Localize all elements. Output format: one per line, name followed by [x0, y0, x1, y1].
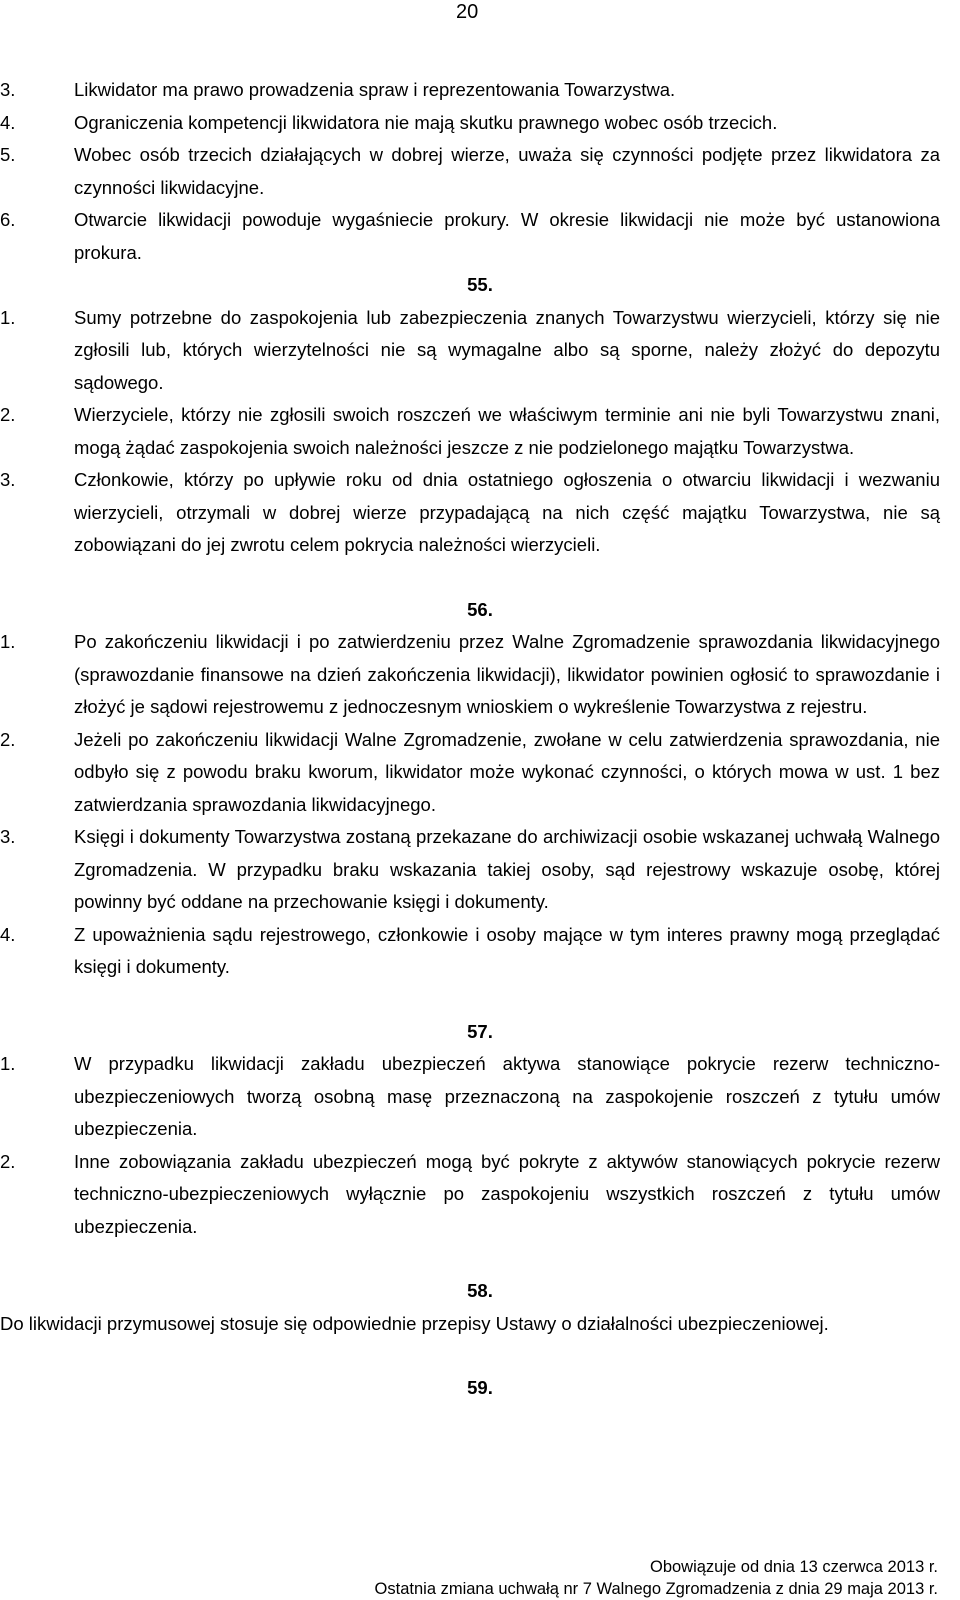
section-heading-57: 57.	[467, 1020, 493, 1042]
section-heading-55: 55.	[467, 274, 493, 295]
item-text: Jeżeli po zakończeniu likwidacji Walne Zgromadzenie, zwołane w celu zatwierdzenia sprawozdania, nie odbyło się z powodu braku kworum, likwidator może wykonać czynności, o których mowa w ust. 1 bez zatwierdzania sprawozdania likwidacyjnego.	[74, 728, 940, 815]
section-spacer	[0, 1340, 940, 1372]
page-number: 20	[456, 1, 479, 23]
list-item	[0, 1048, 940, 1146]
item-number: 1.	[0, 1053, 16, 1074]
list-item	[0, 464, 940, 562]
section-spacer	[0, 1243, 940, 1275]
item-number: 6.	[0, 209, 16, 230]
item-number: 1.	[0, 631, 16, 652]
item-number: 1.	[0, 306, 16, 328]
item-number: 4.	[0, 923, 16, 945]
list-item	[0, 139, 940, 204]
list-item	[0, 1146, 940, 1244]
item-number: 3.	[0, 826, 16, 847]
item-text: Z upoważnienia sądu rejestrowego, członkowie i osoby mające w tym interes prawny mogą przeglądać księgi i dokumenty.	[74, 923, 940, 977]
item-number: 2.	[0, 404, 16, 425]
item-text: Otwarcie likwidacji powoduje wygaśniecie prokury. W okresie likwidacji nie może być ustanowiona prokura.	[74, 209, 940, 263]
item-number: 4.	[0, 111, 16, 133]
item-text: Ograniczenia kompetencji likwidatora nie mają skutku prawnego wobec osób trzecich.	[74, 111, 778, 133]
item-text: Wierzyciele, którzy nie zgłosili swoich roszczeń we właściwym terminie ani nie byli Towarzystwu znani, mogą żądać zaspokojenia swoich należności jeszcze z nie podzielonego majątku Towarzystwa.	[74, 404, 940, 458]
section-spacer	[0, 984, 940, 1016]
list-item	[0, 919, 940, 984]
list-item	[0, 626, 940, 724]
list-item	[0, 107, 940, 140]
list-item	[0, 302, 940, 400]
list-item	[0, 399, 940, 464]
item-number: 3.	[0, 469, 16, 490]
footer-last-amendment: Ostatnia zmiana uchwałą nr 7 Walnego Zgromadzenia z dnia 29 maja 2013 r.	[374, 1580, 938, 1598]
page-footer	[375, 1556, 938, 1600]
list-item	[0, 74, 940, 107]
item-text: Księgi i dokumenty Towarzystwa zostaną przekazane do archiwizacji osobie wskazanej uchwałą Walnego Zgromadzenia. W przypadku braku wskazania takiej osoby, sąd rejestrowy wskazuje osobę, której powinny być oddane na przechowanie księgi i dokumenty.	[74, 826, 940, 912]
section-spacer	[0, 562, 940, 594]
item-text: Członkowie, którzy po upływie roku od dnia ostatniego ogłoszenia o otwarciu likwidacji i wezwaniu wierzycieli, otrzymali w dobrej wierze przypadającą na nich część majątku Towarzystwa, nie są zobowiązani do jej zwrotu celem pokrycia należności wierzycieli.	[74, 469, 940, 555]
paragraph-text: Do likwidacji przymusowej stosuje się odpowiednie przepisy Ustawy o działalności ubezpieczeniowej.	[0, 1312, 829, 1334]
list-item	[0, 821, 940, 919]
section-heading-56: 56.	[467, 598, 493, 620]
item-text: Likwidator ma prawo prowadzenia spraw i reprezentowania Towarzystwa.	[74, 79, 676, 100]
item-text: Sumy potrzebne do zaspokojenia lub zabezpieczenia znanych Towarzystwu wierzycieli, którzy się nie zgłosili lub, których wierzytelności nie są wymagalne albo są sporne, należy złożyć do depozytu sądowego.	[74, 306, 940, 393]
section-heading-58: 58.	[467, 1280, 493, 1301]
item-number: 3.	[0, 79, 16, 100]
footer-effective-date: Obowiązuje od dnia 13 czerwca 2013 r.	[649, 1558, 938, 1576]
item-text: Po zakończeniu likwidacji i po zatwierdzeniu przez Walne Zgromadzenie sprawozdania likwidacyjnego (sprawozdanie finansowe na dzień zakończenia likwidacji), likwidator powinien ogłosić to sprawozdanie i złożyć je sądowi rejestrowemu z jednoczesnym wnioskiem o wykreślenie Towarzystwa z rejestru.	[74, 631, 940, 717]
item-text: W przypadku likwidacji zakładu ubezpieczeń aktywa stanowiące pokrycie rezerw techniczno-ubezpieczeniowych tworzą osobną masę przeznaczoną na zaspokojenie roszczeń z tytułu umów ubezpieczenia.	[74, 1053, 940, 1139]
item-number: 2.	[0, 728, 16, 750]
item-text: Inne zobowiązania zakładu ubezpieczeń mogą być pokryte z aktywów stanowiących pokrycie rezerw techniczno-ubezpieczeniowych wyłącznie po zaspokojeniu wszystkich roszczeń z tytułu umów ubezpieczenia.	[74, 1150, 940, 1237]
item-number: 2.	[0, 1150, 16, 1172]
item-text: Wobec osób trzecich działających w dobrej wierze, uważa się czynności podjęte przez likwidatora za czynności likwidacyjne.	[74, 144, 940, 198]
section-heading-59: 59.	[467, 1377, 493, 1398]
document-body	[0, 74, 940, 1405]
list-item	[0, 724, 940, 822]
list-item	[0, 204, 940, 269]
item-number: 5.	[0, 144, 16, 165]
